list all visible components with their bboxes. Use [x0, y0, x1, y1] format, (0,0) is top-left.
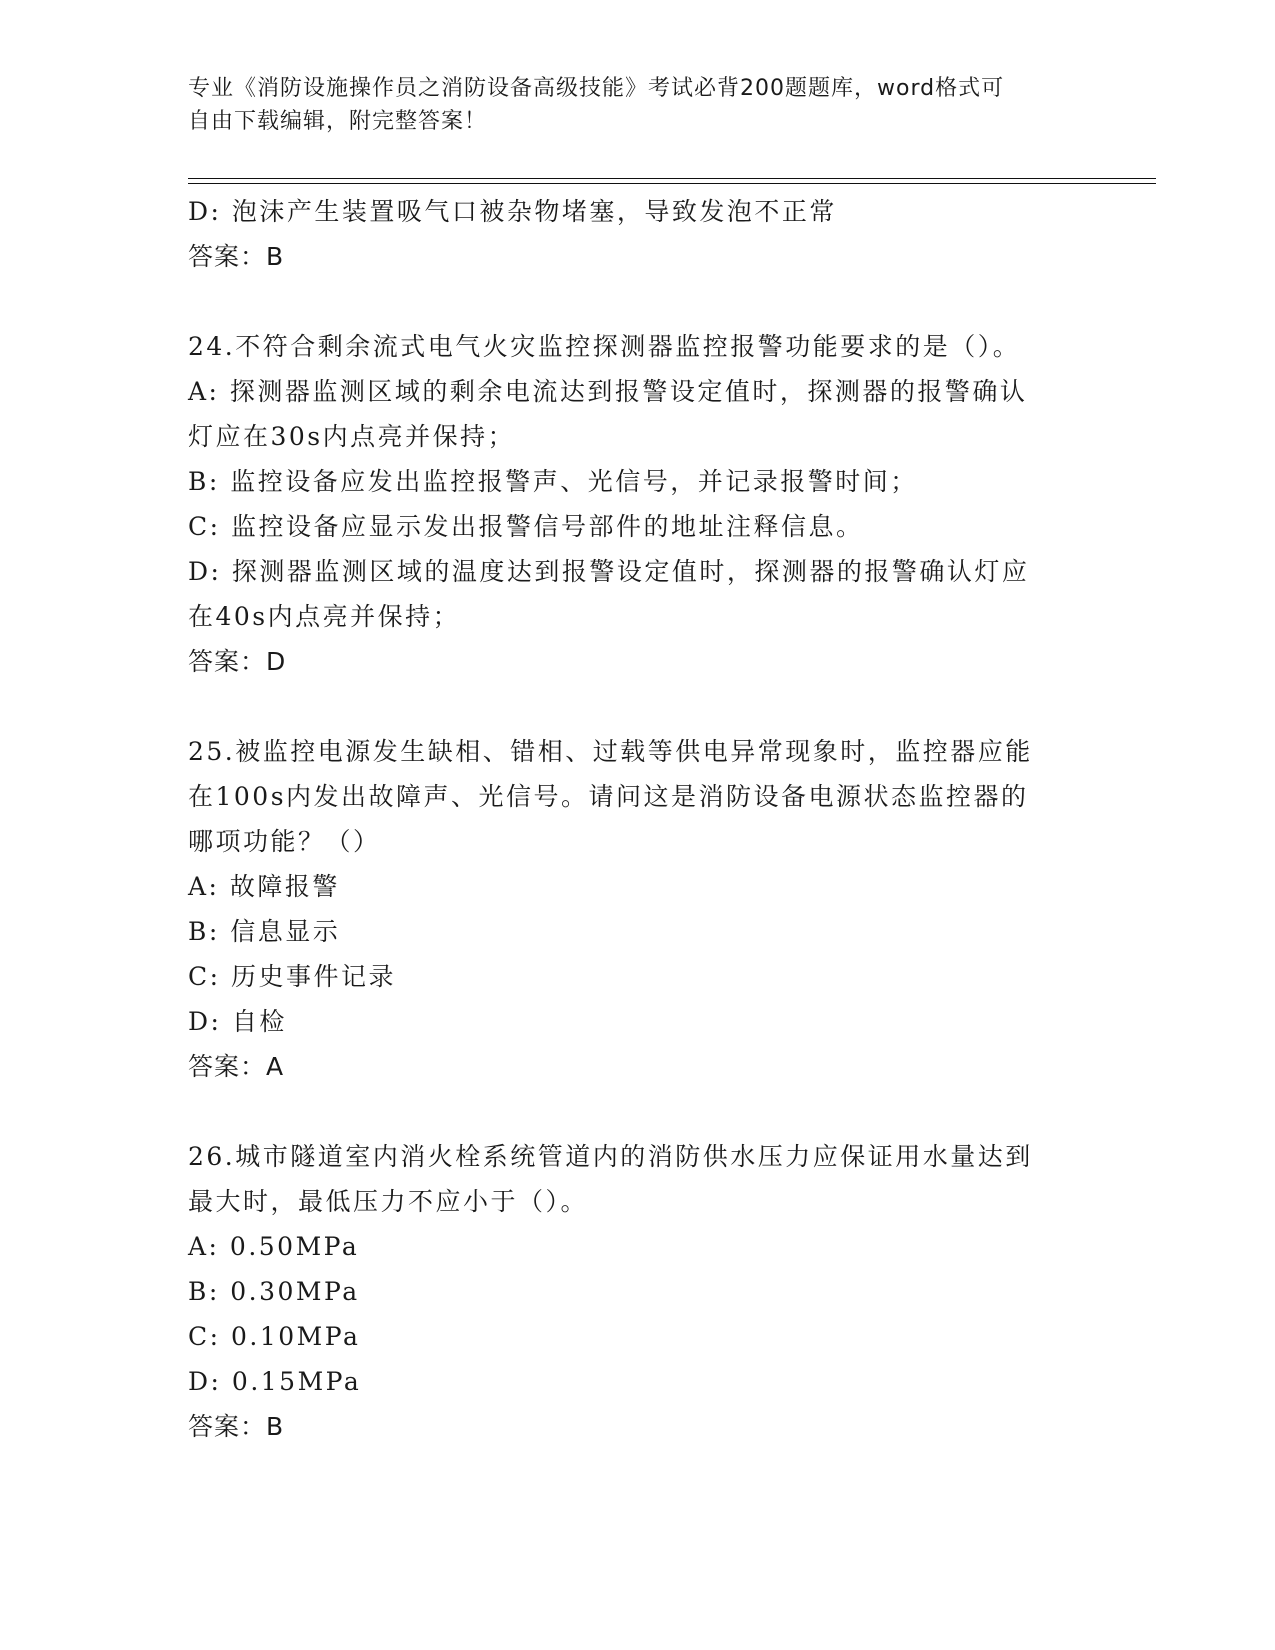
option-b: B: 0.30MPa — [188, 1277, 360, 1306]
question-stem-continued: 最大时，最低压力不应小于（）。 — [188, 1187, 589, 1216]
option-d-continued: 在40s内点亮并保持； — [188, 602, 461, 631]
header-line-1: 专业《消防设施操作员之消防设备高级技能》考试必背200题题库，word格式可 — [188, 76, 1005, 101]
option-d: D: 0.15MPa — [188, 1367, 362, 1396]
answer-line: 答案：D — [188, 647, 287, 676]
page-header — [188, 72, 1068, 138]
spacer — [188, 1089, 1088, 1134]
header-line-2: 自由下载编辑，附完整答案！ — [188, 109, 488, 134]
header-divider-top — [188, 178, 1156, 179]
option-d: D: 自检 — [188, 1007, 287, 1036]
spacer — [188, 279, 1088, 324]
option-c: C: 监控设备应显示发出报警信号部件的地址注释信息。 — [188, 512, 864, 541]
question-26 — [188, 1134, 1088, 1449]
answer-line: 答案：B — [188, 242, 285, 271]
answer-line: 答案：A — [188, 1052, 285, 1081]
header-divider-bottom — [188, 183, 1156, 184]
option-d: D: 泡沫产生装置吸气口被杂物堵塞，导致发泡不正常 — [188, 197, 837, 226]
prev-question-tail — [188, 189, 1088, 279]
question-stem: 25.被监控电源发生缺相、错相、过载等供电异常现象时，监控器应能 — [188, 737, 1033, 766]
option-b: B: 监控设备应发出监控报警声、光信号，并记录报警时间； — [188, 467, 918, 496]
spacer — [188, 684, 1088, 729]
answer-line: 答案：B — [188, 1412, 285, 1441]
question-stem-continued: 哪项功能？（） — [188, 827, 381, 856]
option-a: A: 故障报警 — [188, 872, 340, 901]
option-a: A: 0.50MPa — [188, 1232, 360, 1261]
option-a-continued: 灯应在30s内点亮并保持； — [188, 422, 516, 451]
option-a: A: 探测器监测区域的剩余电流达到报警设定值时，探测器的报警确认 — [188, 377, 1028, 406]
question-24 — [188, 324, 1088, 684]
question-content — [188, 189, 1088, 1449]
question-25 — [188, 729, 1088, 1089]
question-stem: 26.城市隧道室内消火栓系统管道内的消防供水压力应保证用水量达到 — [188, 1142, 1033, 1171]
question-stem: 24.不符合剩余流式电气火灾监控探测器监控报警功能要求的是（）。 — [188, 332, 1021, 361]
option-d: D: 探测器监测区域的温度达到报警设定值时，探测器的报警确认灯应 — [188, 557, 1030, 586]
option-c: C: 历史事件记录 — [188, 962, 396, 991]
option-c: C: 0.10MPa — [188, 1322, 361, 1351]
option-b: B: 信息显示 — [188, 917, 341, 946]
question-stem-continued: 在100s内发出故障声、光信号。请问这是消防设备电源状态监控器的 — [188, 782, 1029, 811]
